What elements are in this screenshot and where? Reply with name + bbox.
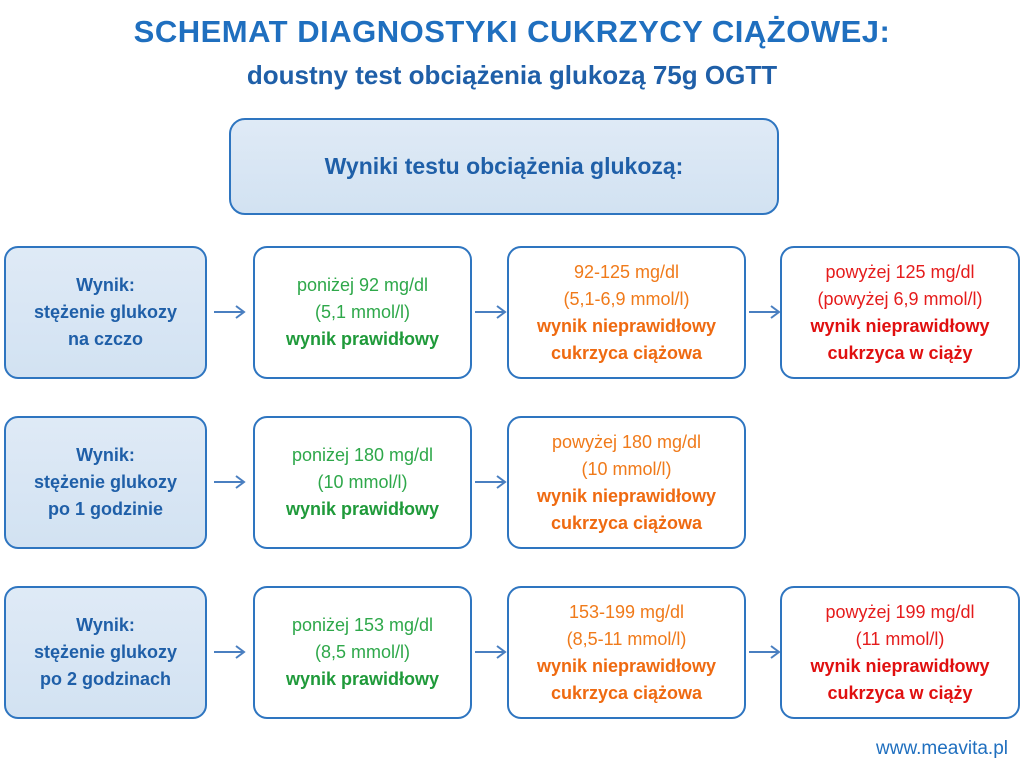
arrow-right-icon (474, 475, 508, 489)
result-severe-fasting (780, 246, 1020, 379)
label-line: po 1 godzinie (48, 499, 163, 519)
threshold-mgdl: powyżej 180 mg/dl (551, 431, 702, 452)
label-line: Wynik: (76, 275, 135, 295)
diagnosis: cukrzyca ciążowa (550, 682, 703, 703)
threshold-mmol: (10 mmol/l) (317, 472, 408, 492)
label-line: stężenie glukozy (33, 472, 178, 492)
result-abnormal-fasting (507, 246, 746, 379)
arrow-right-icon (474, 645, 508, 659)
diagnosis: cukrzyca w ciąży (827, 682, 973, 703)
label-line: po 2 godzinach (39, 669, 171, 689)
label-line: Wynik: (76, 445, 135, 465)
website-link[interactable]: www.meavita.pl (876, 738, 1008, 759)
threshold-mgdl: 92-125 mg/dl (573, 261, 680, 282)
threshold-mmol: (11 mmol/l) (855, 628, 945, 649)
result-normal-1h (253, 416, 472, 549)
label-line: stężenie glukozy (33, 642, 178, 662)
verdict: wynik nieprawidłowy (536, 485, 717, 506)
verdict: wynik prawidłowy (285, 329, 440, 349)
arrow-right-icon (213, 475, 247, 489)
results-header-box (229, 118, 779, 215)
verdict: wynik prawidłowy (285, 669, 440, 689)
arrow-right-icon (474, 305, 508, 319)
threshold-mmol: (5,1 mmol/l) (314, 302, 410, 322)
threshold-mgdl: poniżej 180 mg/dl (291, 445, 434, 465)
row-label-fasting (4, 246, 207, 379)
label-line: na czczo (67, 329, 144, 349)
arrow-right-icon (213, 645, 247, 659)
verdict: wynik prawidłowy (285, 499, 440, 519)
arrow-right-icon (213, 305, 247, 319)
threshold-mgdl: 153-199 mg/dl (568, 601, 685, 622)
diagram-title: SCHEMAT DIAGNOSTYKI CUKRZYCY CIĄŻOWEJ: (133, 14, 891, 49)
threshold-mgdl: powyżej 199 mg/dl (825, 601, 975, 622)
threshold-mgdl: poniżej 92 mg/dl (296, 275, 429, 295)
row-label-1h (4, 416, 207, 549)
verdict: wynik nieprawidłowy (810, 655, 990, 676)
verdict: wynik nieprawidłowy (536, 315, 717, 336)
threshold-mmol: (8,5-11 mmol/l) (566, 628, 687, 649)
results-header-text: Wyniki testu obciążenia glukozą: (324, 153, 684, 179)
threshold-mmol: (8,5 mmol/l) (314, 642, 410, 662)
diagnosis: cukrzyca w ciąży (827, 342, 973, 363)
row-label-2h (4, 586, 207, 719)
threshold-mgdl: poniżej 153 mg/dl (291, 615, 434, 635)
arrow-right-icon (748, 305, 782, 319)
threshold-mmol: (powyżej 6,9 mmol/l) (817, 288, 983, 309)
arrow-right-icon (748, 645, 782, 659)
threshold-mmol: (5,1-6,9 mmol/l) (563, 288, 690, 309)
threshold-mmol: (10 mmol/l) (581, 458, 672, 479)
diagnosis: cukrzyca ciążowa (550, 512, 703, 533)
result-normal-2h (253, 586, 472, 719)
diagnosis: cukrzyca ciążowa (550, 342, 703, 363)
result-severe-2h (780, 586, 1020, 719)
threshold-mgdl: powyżej 125 mg/dl (825, 261, 975, 282)
verdict: wynik nieprawidłowy (810, 315, 990, 336)
diagram-subtitle: doustny test obciążenia glukozą 75g OGTT (246, 60, 778, 90)
result-abnormal-2h (507, 586, 746, 719)
verdict: wynik nieprawidłowy (536, 655, 717, 676)
label-line: Wynik: (76, 615, 135, 635)
result-normal-fasting (253, 246, 472, 379)
label-line: stężenie glukozy (33, 302, 178, 322)
result-abnormal-1h (507, 416, 746, 549)
